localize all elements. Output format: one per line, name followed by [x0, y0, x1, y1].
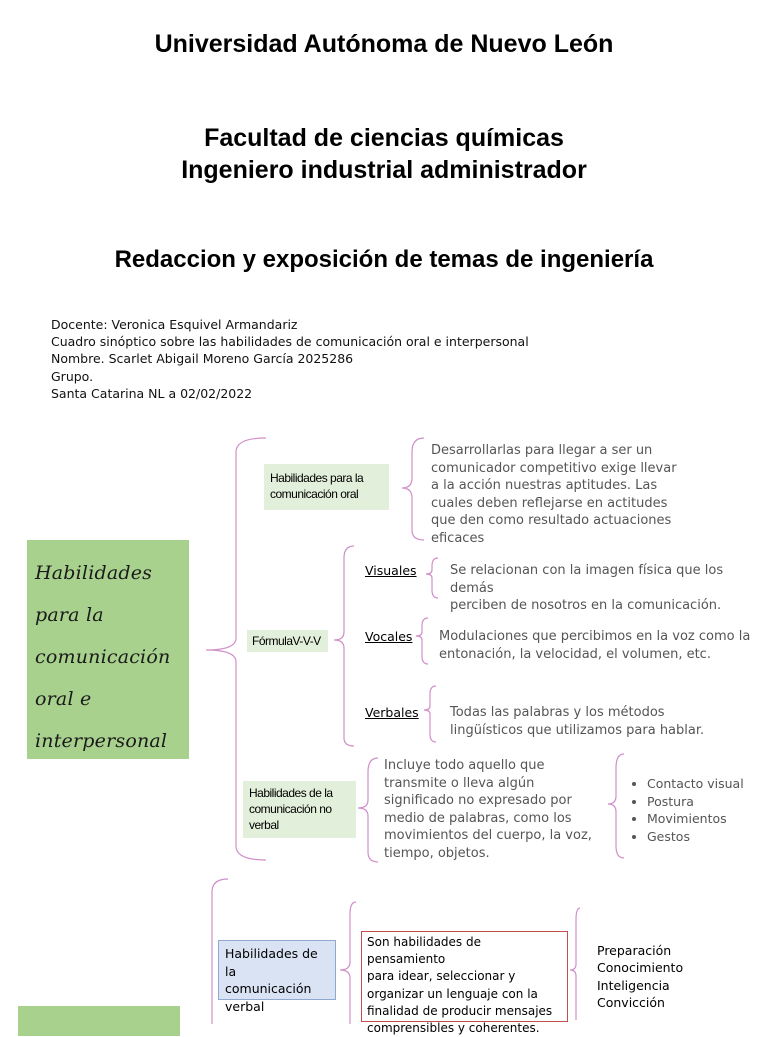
verbal-list — [597, 942, 683, 1011]
oral-description — [431, 442, 677, 547]
visuales-label: Visuales — [365, 563, 417, 578]
list-item: • Movimientos — [647, 810, 744, 828]
verbal-desc-line: comprensibles y coherentes. — [367, 1021, 540, 1036]
list-item: Conocimiento — [597, 960, 684, 976]
vocales-label: Vocales — [365, 629, 413, 644]
verbal-skills-label — [218, 940, 336, 1014]
info-place-date: Santa Catarina NL a 02/02/2022 — [51, 385, 253, 401]
formula-bracket — [334, 546, 354, 746]
oral-desc-line: cuales deben reflejarse en actitudes — [431, 495, 668, 511]
verbal-description-box — [361, 931, 568, 1036]
verbal-desc-line: organizar un lenguaje con la — [367, 986, 538, 1001]
list-item: • Contacto visual — [647, 775, 744, 793]
visuales-desc-line: perciben de nosotros en la comunicación. — [450, 598, 722, 613]
nonverbal-desc-line: medio de palabras, como los — [384, 810, 572, 826]
verbal-bracket — [340, 902, 356, 1024]
list-item: • Gestos — [647, 828, 744, 846]
list-item: Preparación — [597, 943, 672, 958]
verbales-desc-line: lingüísticos que utilizamos para hablar. — [450, 722, 705, 738]
oral-desc-line: eficaces — [431, 530, 485, 546]
info-teacher: Docente: Veronica Esquivel Armandariz — [51, 317, 298, 332]
vocales-bracket — [416, 618, 428, 664]
nonverbal-skills-label — [243, 781, 356, 838]
verbal-label-line: Habilidades de la — [225, 946, 318, 979]
career-title: Ingeniero industrial administrador — [181, 156, 587, 184]
verbal-label-line: verbal — [225, 998, 265, 1014]
visuales-bracket — [426, 558, 438, 598]
nonverbal-desc-line: significado no expresado por — [384, 793, 572, 808]
verbal-label-line: comunicación — [225, 981, 312, 996]
list-item: • Postura — [647, 793, 744, 811]
oral-label-line-1: Habilidades para la — [270, 471, 364, 485]
oral-desc-line: Desarrollarlas para llegar a ser un — [431, 443, 653, 458]
list-bracket — [570, 908, 580, 1020]
nonverbal-desc-line: tiempo, objetos. — [384, 845, 490, 861]
root-topic-box — [27, 540, 189, 759]
root-line-3: comunicación — [35, 646, 171, 668]
root-line-5: interpersonal — [35, 730, 168, 752]
formula-label: FórmulaV-V-V — [247, 630, 328, 652]
nonverbal-label-line: comunicación no — [249, 802, 332, 816]
nonverbal-desc-line: movimientos del cuerpo, la voz, — [384, 828, 592, 843]
university-title: Universidad Autónoma de Nuevo León — [154, 30, 614, 58]
oral-desc-line: comunicador competitivo exige llevar — [431, 460, 677, 476]
verbales-bracket — [424, 686, 436, 742]
vocales-desc-line: entonación, la velocidad, el volumen, etc. — [439, 646, 711, 662]
oral-bracket — [402, 438, 424, 540]
nonverbal-bracket — [358, 758, 378, 862]
nonverbal-desc-line: Incluye todo aquello que — [384, 758, 545, 773]
nonverbal-label-line: verbal — [249, 818, 279, 832]
verbal-desc-line: para idear, seleccionar y — [367, 969, 516, 984]
list-item: Inteligencia — [597, 977, 670, 993]
nonverbal-bullet-list — [629, 775, 744, 845]
vocales-description — [439, 628, 750, 663]
verbales-desc-line: Todas las palabras y los métodos — [450, 705, 665, 720]
verbales-label: Verbales — [365, 705, 419, 720]
root-line-4: oral e — [35, 688, 92, 710]
oral-label-line-2: comunicación oral — [270, 487, 359, 501]
root-line-1: Habilidades — [35, 562, 153, 584]
info-group: Grupo. — [51, 368, 94, 384]
second-root-box — [18, 1006, 180, 1036]
nonverbal-description — [384, 757, 592, 862]
verbal-desc-line: Son habilidades de pensamiento — [367, 935, 481, 967]
info-description: Cuadro sinóptico sobre las habilidades de comunicación oral e interpersonal — [51, 334, 529, 350]
verbales-description — [450, 704, 704, 739]
vocales-desc-line: Modulaciones que percibimos en la voz como la — [439, 629, 751, 644]
subject-title: Redaccion y exposición de temas de ingeniería — [114, 246, 654, 273]
nonverbal-desc-line: transmite o lleva algún — [384, 775, 535, 791]
nonverbal-label-line: Habilidades de la — [249, 786, 333, 800]
list-item: Convicción — [597, 994, 665, 1010]
root-line-2: para la — [35, 604, 104, 626]
oral-desc-line: a la acción nuestras aptitudes. Las — [431, 478, 658, 493]
bullets-bracket — [608, 754, 624, 858]
info-name: Nombre. Scarlet Abigail Moreno García 2025286 — [51, 351, 354, 367]
faculty-title: Facultad de ciencias químicas — [204, 124, 564, 152]
oral-skills-label — [264, 464, 389, 510]
visuales-desc-line: Se relacionan con la imagen física que los demás — [450, 563, 724, 596]
oral-desc-line: que den como resultado actuaciones — [431, 513, 672, 528]
visuales-description — [450, 562, 768, 615]
verbal-desc-line: finalidad de producir mensajes — [367, 1003, 553, 1018]
